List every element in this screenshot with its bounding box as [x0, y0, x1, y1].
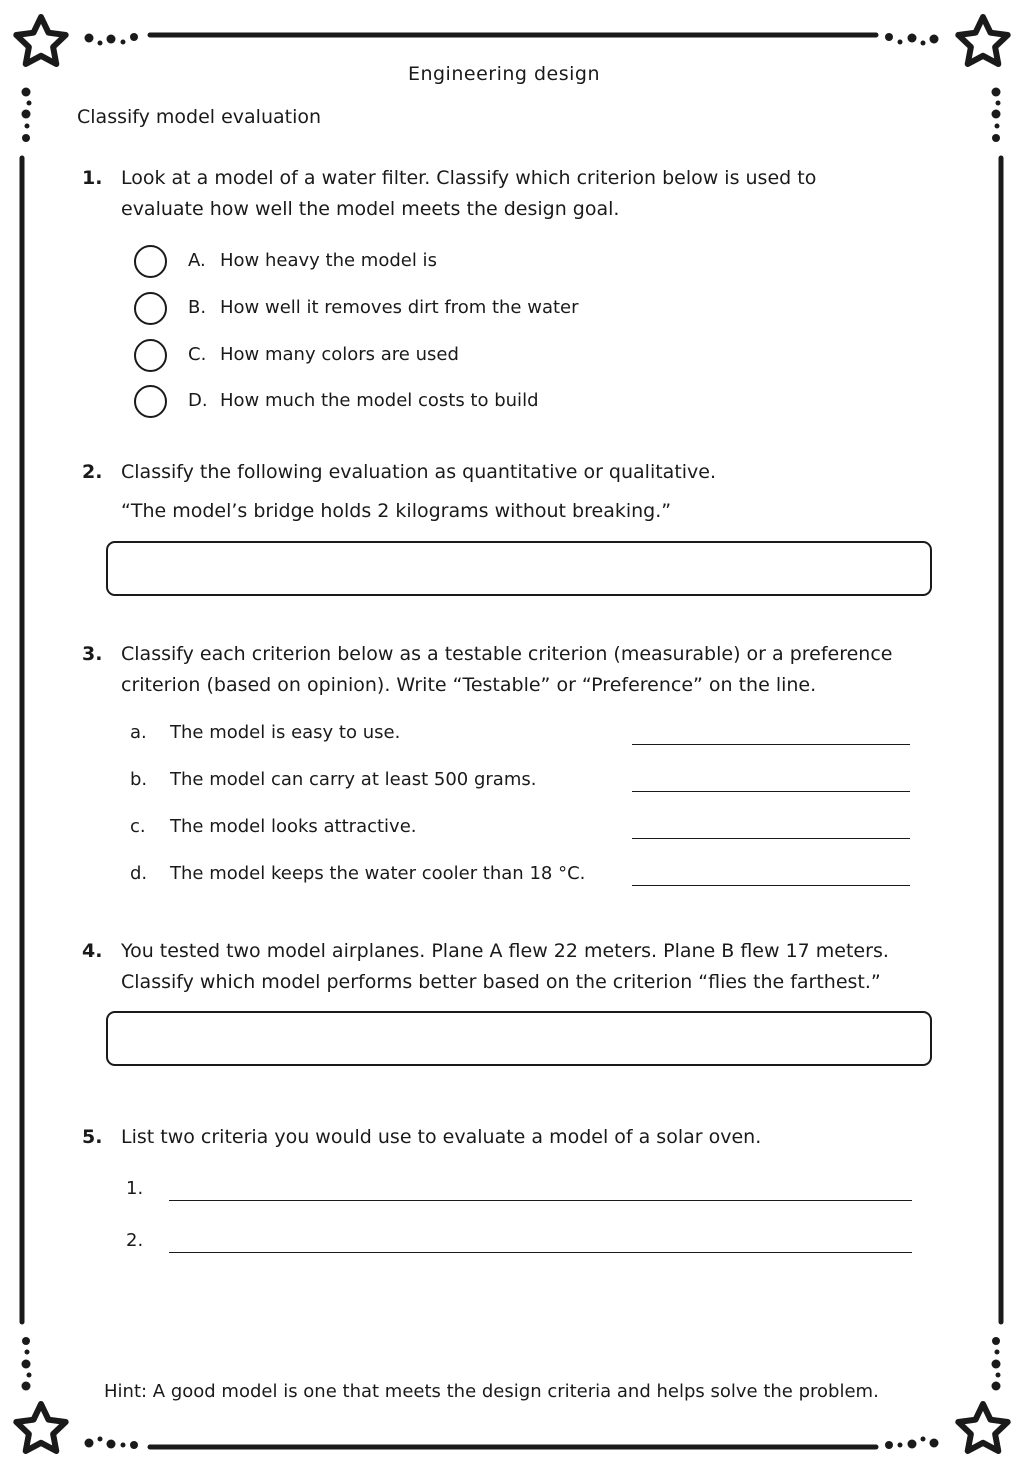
- question-quote: “The model’s bridge holds 2 kilograms without breaking.”: [121, 500, 672, 522]
- question-text: You tested two model airplanes. Plane A flew 22 meters. Plane B flew 17 meters. Classify which model performs better based on the criterion “flies the farthest.”: [121, 940, 889, 993]
- item-letter: b.: [130, 769, 148, 790]
- question-5: [82, 1122, 942, 1153]
- star-icon: [958, 17, 1007, 64]
- radio-circle[interactable]: [134, 292, 167, 325]
- question-1: [82, 163, 942, 225]
- item-letter: c.: [130, 816, 146, 837]
- item-text: The model looks attractive.: [170, 816, 417, 837]
- item-letter: a.: [130, 722, 147, 743]
- question-text: Classify the following evaluation as quantitative or qualitative.: [121, 461, 717, 483]
- answer-box[interactable]: [106, 541, 932, 596]
- list-line: [126, 1230, 912, 1260]
- item-text: The model can carry at least 500 grams.: [170, 769, 537, 790]
- option-text: How much the model costs to build: [220, 390, 539, 411]
- question-3: [82, 639, 942, 701]
- worksheet-subtitle: Classify model evaluation: [77, 106, 322, 128]
- criterion-item: [130, 863, 912, 893]
- item-letter: d.: [130, 863, 148, 884]
- item-text: The model is easy to use.: [170, 722, 401, 743]
- question-text: Look at a model of a water filter. Classify which criterion below is used to evaluate how well the model meets the design goal.: [121, 167, 817, 220]
- star-icon: [16, 1404, 65, 1451]
- question-number: 2.: [82, 461, 103, 483]
- question-number: 3.: [82, 643, 103, 665]
- list-line: [126, 1178, 912, 1208]
- option-letter: B.: [188, 297, 207, 318]
- question-text: List two criteria you would use to evaluate a model of a solar oven.: [121, 1126, 762, 1148]
- item-text: The model keeps the water cooler than 18 °C.: [170, 863, 586, 884]
- question-4: [82, 936, 942, 998]
- answer-line[interactable]: [632, 885, 910, 886]
- page-title: Engineering design: [407, 63, 601, 85]
- criterion-item: [130, 816, 912, 846]
- answer-line[interactable]: [632, 838, 910, 839]
- radio-circle[interactable]: [134, 339, 167, 372]
- question-number: 1.: [82, 167, 103, 189]
- star-icon: [16, 17, 65, 64]
- star-icon: [958, 1404, 1007, 1451]
- question-number: 5.: [82, 1126, 103, 1148]
- question-text: Classify each criterion below as a testable criterion (measurable) or a preference criterion (based on opinion). Write “Testable” or “Preference” on the line.: [121, 643, 893, 696]
- option-letter: A.: [188, 250, 206, 271]
- answer-line[interactable]: [632, 744, 910, 745]
- criterion-item: [130, 722, 912, 752]
- option-text: How many colors are used: [220, 344, 459, 365]
- option-text: How heavy the model is: [220, 250, 437, 271]
- option-letter: D.: [188, 390, 208, 411]
- option-text: How well it removes dirt from the water: [220, 297, 579, 318]
- answer-box[interactable]: [106, 1011, 932, 1066]
- option-letter: C.: [188, 344, 207, 365]
- hint-text: Hint: A good model is one that meets the design criteria and helps solve the problem.: [104, 1381, 879, 1402]
- radio-circle[interactable]: [134, 385, 167, 418]
- question-number: 4.: [82, 940, 103, 962]
- criterion-item: [130, 769, 912, 799]
- radio-circle[interactable]: [134, 245, 167, 278]
- answer-line[interactable]: [169, 1200, 912, 1201]
- question-2: [82, 457, 942, 488]
- answer-line[interactable]: [632, 791, 910, 792]
- list-number: 1.: [126, 1178, 144, 1199]
- list-number: 2.: [126, 1230, 144, 1251]
- answer-line[interactable]: [169, 1252, 912, 1253]
